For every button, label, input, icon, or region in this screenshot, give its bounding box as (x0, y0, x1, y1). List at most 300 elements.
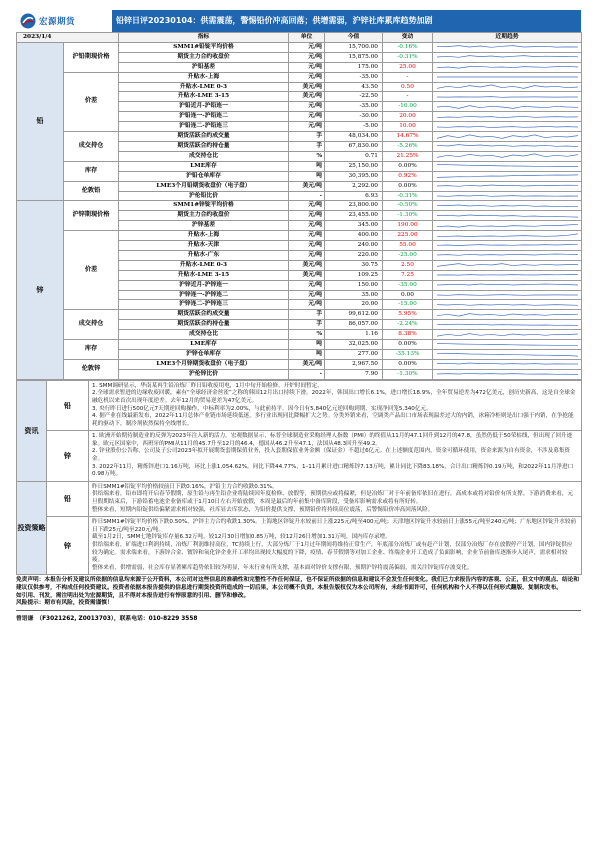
indicator-name: 沪锌仓单库存 (119, 350, 289, 360)
unit-cell: 元/吨 (289, 300, 325, 310)
trend-line (437, 56, 578, 58)
indicator-name: 沪铅近月-沪铅连一 (119, 102, 289, 112)
indicator-name: 升贴水-天津 (119, 241, 289, 251)
strategy-zinc-paragraph: 整体来看，供增需弱，社会库存显著累库趋势依旧较为明显，年末行业有所支撑，基本面对锌价支撑有限，预期沪锌将震荡偏弱，需关注锌锭库存波变化。 (92, 564, 473, 571)
sparkline-chart (433, 192, 582, 200)
unit-cell: 手 (289, 132, 325, 142)
change-cell: -0.16% (383, 42, 433, 52)
column-header-change: 变动 (383, 33, 433, 43)
trend-sparkline (433, 112, 582, 122)
sparkline-chart (433, 370, 582, 378)
trend-line (437, 284, 578, 285)
strategy-text-zinc (89, 517, 582, 575)
indicator-name: 沪铅仓单库存 (119, 171, 289, 181)
unit-cell: 元/吨 (289, 221, 325, 231)
news-table (16, 380, 582, 576)
news-metal-zinc: 锌 (47, 431, 89, 482)
sparkline-chart (433, 113, 582, 121)
table-row (17, 340, 582, 350)
indicator-name: 升贴水-上海 (119, 231, 289, 241)
table-row (17, 42, 582, 52)
indicator-name: 沪锌近月-沪锌连一 (119, 280, 289, 290)
news-row-lead (17, 380, 582, 431)
strategy-section-label: 投资策略 (17, 481, 47, 575)
indicator-name: 期货活跃合约持仓量 (119, 141, 289, 151)
trend-sparkline (433, 270, 582, 280)
trend-line (437, 215, 578, 217)
trend-sparkline (433, 62, 582, 72)
indicator-name: 升贴水-LME 0-3 (119, 260, 289, 270)
trend-sparkline (433, 231, 582, 241)
trend-line (437, 66, 578, 68)
news-lead-paragraph: 3. 央行昨日进行500亿元7天期逆回购操作，中标利率为2.00%，与此前持平。因今日有5,840亿元逆回购到期，实现净回笼5,340亿元。 (92, 405, 432, 412)
sparkline-chart (433, 152, 582, 160)
trend-sparkline (433, 211, 582, 221)
trend-sparkline (433, 260, 582, 270)
sparkline-chart (433, 241, 582, 249)
indicator-name: 沪铅连一-沪铅连二 (119, 112, 289, 122)
indicator-name: 沪伦铅比价 (119, 191, 289, 201)
trend-sparkline (433, 141, 582, 151)
sparkline-chart (433, 53, 582, 61)
value-cell: 109.25 (325, 270, 383, 280)
indicator-name: LME库存 (119, 340, 289, 350)
group-label: 库存 (64, 161, 119, 181)
sparkline-chart (433, 162, 582, 170)
change-cell: -0.50% (383, 201, 433, 211)
value-cell: -35.00 (325, 102, 383, 112)
strategy-lead-paragraph: 供给端来看，铅市即将开启春节假期，原生铅与再生铅企业将陆续因年度检修、放假等，预期供应或将偏紧，但是冶炼厂对于年前备库依旧在进行，高成本或将对铅价有所支撑。下游消费来看，元旦假期结束后，下游铅蓄电池企业备库或于1月10日左右开始放假，本周是最后的年前集中备库阶段，受备库影响需求或将有所好转。 (92, 491, 574, 506)
table-row (17, 310, 582, 320)
report-header (16, 10, 581, 32)
unit-cell: 元/吨 (289, 250, 325, 260)
strategy-metal-lead: 铅 (47, 481, 89, 516)
table-row (17, 231, 582, 241)
sparkline-chart (433, 202, 582, 210)
sparkline-chart (433, 331, 582, 339)
logo-icon (20, 13, 36, 29)
company-name: 宏源期货 (39, 17, 76, 27)
value-cell: 2,292.00 (325, 181, 383, 191)
sparkline-chart (433, 123, 582, 131)
trend-line (437, 96, 578, 97)
table-header-row (17, 33, 582, 43)
indicator-name: 沪锌连一-沪锌连二 (119, 290, 289, 300)
indicator-name: LME3个月铅期货收盘价（电子盘） (119, 181, 289, 191)
value-cell: 25,150.00 (325, 161, 383, 171)
sparkline-chart (433, 261, 582, 269)
indicator-name: 成交持仓比 (119, 330, 289, 340)
trend-line (437, 304, 578, 305)
value-cell: 277.00 (325, 350, 383, 360)
section-label: 铅 (17, 42, 64, 201)
group-label: 成交持仓 (64, 132, 119, 162)
value-cell: 7.90 (325, 369, 383, 379)
change-cell: 55.00 (383, 241, 433, 251)
unit-cell: 元/吨 (289, 62, 325, 72)
market-data-table (16, 32, 582, 380)
value-cell: -35.00 (325, 72, 383, 82)
table-row (17, 132, 582, 142)
trend-line (437, 134, 578, 138)
column-header-indicator: 指标 (119, 33, 289, 43)
trend-sparkline (433, 132, 582, 142)
indicator-name: 升贴水-LME 3-15 (119, 92, 289, 102)
trend-sparkline (433, 161, 582, 171)
trend-line (437, 205, 578, 207)
indicator-name: 沪锌基差 (119, 221, 289, 231)
unit-cell: 吨 (289, 350, 325, 360)
indicator-name: 升贴水-LME 0-3 (119, 82, 289, 92)
change-cell: -5.26% (383, 141, 433, 151)
indicator-name: 成交持仓比 (119, 151, 289, 161)
trend-line (437, 116, 578, 117)
unit-cell: 美元/吨 (289, 181, 325, 191)
table-row (17, 181, 582, 191)
trend-sparkline (433, 250, 582, 260)
trend-line (437, 374, 578, 375)
indicator-name: 期货活跃合约成交量 (119, 310, 289, 320)
table-row (17, 201, 582, 211)
value-cell: 43.50 (325, 82, 383, 92)
disclaimer (16, 577, 581, 608)
indicator-name: 升贴水-上海 (119, 72, 289, 82)
unit-cell: 手 (289, 141, 325, 151)
trend-line (437, 275, 578, 276)
sparkline-chart (433, 142, 582, 150)
news-lead-paragraph: 4. 据产业在线最新发布，2022年11月总体产业链市场延续低迷，多行业出现同比降幅扩大之势。分类外销来看，空调类产品出口市场表现温差过大的内销，冰箱冷柜则是出口强于内销，在争抢能耗的驱动下，制冷剂依然保持全线增长。 (92, 413, 574, 427)
sparkline-chart (433, 93, 582, 101)
trend-line (437, 85, 578, 89)
strategy-row-lead (17, 481, 582, 516)
value-cell: 99,612.00 (325, 310, 383, 320)
change-cell: - (383, 92, 433, 102)
trend-line (437, 264, 578, 267)
trend-sparkline (433, 102, 582, 112)
value-cell: 150.00 (325, 280, 383, 290)
unit-cell: 美元/吨 (289, 359, 325, 369)
indicator-name: 期货主力合约收盘价 (119, 211, 289, 221)
change-cell: -1.30% (383, 211, 433, 221)
sparkline-chart (433, 321, 582, 329)
change-cell: 0.92% (383, 171, 433, 181)
unit-cell: 元/吨 (289, 122, 325, 132)
value-cell: 30.75 (325, 260, 383, 270)
change-cell: -0.31% (383, 191, 433, 201)
sparkline-chart (433, 133, 582, 141)
trend-sparkline (433, 52, 582, 62)
unit-cell: 吨 (289, 161, 325, 171)
indicator-name: 沪锌连二-沪锌连三 (119, 300, 289, 310)
value-cell: 35.00 (325, 290, 383, 300)
table-row (17, 161, 582, 171)
value-cell: 1.16 (325, 330, 383, 340)
strategy-text-lead (89, 481, 582, 516)
group-label: 成交持仓 (64, 310, 119, 340)
trend-sparkline (433, 201, 582, 211)
trend-line (437, 354, 578, 357)
indicator-name: 升贴水-广东 (119, 250, 289, 260)
indicator-name: 沪伦锌比价 (119, 369, 289, 379)
unit-cell: 元/吨 (289, 102, 325, 112)
disclaimer-citation: 如引用、刊发，需注明出处为宏源期货，且不得对本报告进行有悖原意的引用、删节和修改。 (16, 592, 250, 599)
change-cell: 14.67% (383, 132, 433, 142)
change-cell: 225.00 (383, 231, 433, 241)
sparkline-chart (433, 291, 582, 299)
column-header-value: 今值 (325, 33, 383, 43)
change-cell: 0.00% (383, 340, 433, 350)
indicator-name: 期货主力合约收盘价 (119, 52, 289, 62)
trend-sparkline (433, 72, 582, 82)
news-metal-lead: 铅 (47, 380, 89, 431)
change-cell: -0.31% (383, 52, 433, 62)
sparkline-chart (433, 271, 582, 279)
trend-line (437, 145, 578, 147)
trend-sparkline (433, 181, 582, 191)
trend-sparkline (433, 82, 582, 92)
unit-cell: 元/吨 (289, 112, 325, 122)
strategy-lead-paragraph: 整体来看，短期内铅锭供给偏紧需求相对较强，社库显去库状态，为铅价提供支撑，预期铅价将持续高位震荡，后警惕铅价冲高回落风险。 (92, 506, 434, 513)
group-label: 伦敦锌 (64, 359, 119, 379)
value-cell: 220.00 (325, 250, 383, 260)
change-cell: 21.25% (383, 151, 433, 161)
unit-cell: 吨 (289, 171, 325, 181)
indicator-name: 沪铅基差 (119, 62, 289, 72)
unit-cell: 手 (289, 320, 325, 330)
value-cell: 20.00 (325, 300, 383, 310)
change-cell: 0.00% (383, 181, 433, 191)
value-cell: 67,830.00 (325, 141, 383, 151)
group-label: 价差 (64, 231, 119, 310)
unit-cell: 吨 (289, 340, 325, 350)
trend-line (437, 126, 578, 127)
unit-cell: 元/吨 (289, 201, 325, 211)
indicator-name: LME库存 (119, 161, 289, 171)
value-cell: 15,700.00 (325, 42, 383, 52)
trend-line (437, 175, 578, 178)
trend-sparkline (433, 340, 582, 350)
date-header: 2023/1/4 (17, 33, 119, 43)
indicator-name: LME3个月锌期货收盘价（电子盘） (119, 359, 289, 369)
sparkline-chart (433, 212, 582, 220)
strategy-row-zinc (17, 517, 582, 575)
trend-sparkline (433, 151, 582, 161)
trend-line (437, 363, 578, 364)
unit-cell: 美元/吨 (289, 82, 325, 92)
change-cell: -25.00 (383, 250, 433, 260)
change-cell: 7.25 (383, 270, 433, 280)
sparkline-chart (433, 360, 582, 368)
unit-cell: 元/吨 (289, 280, 325, 290)
news-text-lead (89, 380, 582, 431)
indicator-name: SMM1#铅锭平均价格 (119, 42, 289, 52)
news-zinc-paragraph: 2. 锌业股份公告称，公司及子公司2023年拟开展期货套期保值业务，投入套期保值业务金额（保证金）不超过6亿元。在上述额度范围内，资金可循环使用，资金来源为自有资金，不涉及募集资金。 (92, 448, 571, 463)
unit-cell: 元/吨 (289, 290, 325, 300)
change-cell: 0.50 (383, 82, 433, 92)
report-title: 铅锌日评20230104：供需震荡，警惕铅价冲高回落；供增需弱，沪锌社库累库趋势加剧 (116, 16, 433, 25)
unit-cell: 美元/吨 (289, 270, 325, 280)
trend-line (437, 343, 578, 345)
trend-line (437, 324, 578, 325)
change-cell: 0.00% (383, 161, 433, 171)
trend-sparkline (433, 350, 582, 360)
change-cell: 2.50 (383, 260, 433, 270)
value-cell: 32,025.00 (325, 340, 383, 350)
indicator-name: 期货活跃合约持仓量 (119, 320, 289, 330)
trend-sparkline (433, 241, 582, 251)
unit-cell: 元/吨 (289, 231, 325, 241)
news-zinc-paragraph: 3. 2022年11月，精炼锌进口1.16万吨，环比上涨1,054.62%，同比下降44.77%，1–11月累计进口精炼锌7.13万吨，累计同比下降83.18%，合计出口精炼锌0.19万吨，和2022年11月净进口0.98万吨。 (92, 463, 574, 478)
trend-line (437, 185, 578, 186)
unit-cell: 美元/吨 (289, 92, 325, 102)
trend-sparkline (433, 290, 582, 300)
strategy-lead-paragraph: 昨日SMM1#铅锭平均价格较前日下跌0.16%，沪铅主力合约收跌0.31%。 (92, 483, 278, 490)
value-cell: 30,395.00 (325, 171, 383, 181)
change-cell: -10.00 (383, 102, 433, 112)
change-cell: 0.00 (383, 290, 433, 300)
trend-line (437, 313, 578, 316)
report-page (16, 10, 581, 622)
trend-line (437, 105, 578, 108)
trend-sparkline (433, 300, 582, 310)
trend-line (437, 245, 578, 246)
section-label: 锌 (17, 201, 64, 379)
value-cell: 86,057.00 (325, 320, 383, 330)
change-cell: 8.38% (383, 330, 433, 340)
unit-cell: - (289, 191, 325, 201)
trend-line (437, 233, 578, 236)
sparkline-chart (433, 301, 582, 309)
company-logo (16, 10, 112, 32)
group-label: 价差 (64, 72, 119, 131)
unit-cell: % (289, 330, 325, 340)
change-cell: -15.00 (383, 300, 433, 310)
strategy-zinc-paragraph: 供给端来看，矿端进口利润持续，冶炼厂利润维持高位，TC持续上行，大部分炼厂于1月过年期间将维持正常生产，年底部分冶炼厂或有赶产计划，仅部分冶炼厂存在放假停产计划，国内锌锭供应较为确定。需求端来看，下游锌合金、镀锌和氧化锌企业开工率均出现较大幅度的下降，疫情、春节假期等对加工企业、终端企业开工造成了负面影响，企业节前备库逐渐步入尾声，需求相对较疲。 (92, 542, 573, 564)
value-cell: 23,455.00 (325, 211, 383, 221)
trend-sparkline (433, 171, 582, 181)
trend-sparkline (433, 221, 582, 231)
sparkline-chart (433, 311, 582, 319)
trend-sparkline (433, 191, 582, 201)
trend-line (437, 46, 578, 48)
unit-cell: 元/吨 (289, 42, 325, 52)
trend-line (437, 295, 578, 296)
news-text-zinc (89, 431, 582, 482)
change-cell: -35.00 (383, 280, 433, 290)
unit-cell: 手 (289, 310, 325, 320)
group-label: 沪锌期现价格 (64, 201, 119, 231)
change-cell: 10.00 (383, 122, 433, 132)
sparkline-chart (433, 281, 582, 289)
trend-sparkline (433, 369, 582, 379)
column-header-unit: 单位 (289, 33, 325, 43)
news-section-label: 资讯 (17, 380, 47, 481)
sparkline-chart (433, 222, 582, 230)
value-cell: 240.00 (325, 241, 383, 251)
trend-line (437, 165, 578, 167)
strategy-zinc-paragraph: 昨日SMM1#锌锭平均价格下跌0.50%，沪锌主力合约收跌1.30%。上海地区锌锭升水较前日上涨225元/吨至400元/吨；天津地区锌锭升水较前日上涨55元/吨至240元/吨；广东地区锌锭升水较前日下跌25元/吨至220元/吨。 (92, 519, 577, 533)
trend-line (437, 154, 578, 158)
news-lead-paragraph: 2.全球需求暂进的边缘收废回暖，素有“全球经济金丝雀”之称的韩国12月出口持续下滑。2022年，韩国出口增长6.1%，进口增长18.9%，全年贸易逆差为472亿美元，创历史新高，这是自全球金融危机以来首次出现年度逆差。去年12月的贸易逆差为47亿美元。 (92, 390, 576, 404)
unit-cell: 美元/吨 (289, 260, 325, 270)
sparkline-chart (433, 350, 582, 358)
indicator-name: 沪铅连二-沪铅连三 (119, 122, 289, 132)
unit-cell: 元/吨 (289, 241, 325, 251)
indicator-name: SMM1#锌锭平均价格 (119, 201, 289, 211)
change-cell: 5.95% (383, 310, 433, 320)
group-label: 库存 (64, 340, 119, 360)
value-cell: 0.71 (325, 151, 383, 161)
change-cell: -1.30% (383, 369, 433, 379)
unit-cell: 元/吨 (289, 52, 325, 62)
sparkline-chart (433, 63, 582, 71)
value-cell: 2,967.50 (325, 359, 383, 369)
analyst-contact: 曾语谦 （F3021262, Z0013703），联系电话：010-8229 3558 (16, 610, 581, 622)
value-cell: 15,875.00 (325, 52, 383, 62)
unit-cell: 元/吨 (289, 72, 325, 82)
sparkline-chart (433, 83, 582, 91)
trend-sparkline (433, 280, 582, 290)
trend-sparkline (433, 42, 582, 52)
trend-sparkline (433, 122, 582, 132)
value-cell: -5.00 (325, 122, 383, 132)
trend-sparkline (433, 320, 582, 330)
value-cell: -22.50 (325, 92, 383, 102)
change-cell: 190.00 (383, 221, 433, 231)
sparkline-chart (433, 182, 582, 190)
news-row-zinc (17, 431, 582, 482)
value-cell: 345.00 (325, 221, 383, 231)
news-zinc-paragraph: 1. 欧洲开始期待制造业的反弹为2023年注入新的活力。宏观数据显示，标普全球制造业采购经理人指数（PMI）的终值从11月的47.1回升到12月的47.8，虽然仍低于50荣枯线，但出现了回升迹象。欧元区国家中，西班牙的PMI从11月的45.7升至12月的46.4，德国从46.2升至47.1，法国从48.3回升至49.2。 (92, 433, 573, 447)
table-row (17, 72, 582, 82)
disclaimer-text: 免责声明：本报告分析及建议所依据的信息均来源于公开资料，本公司对这些信息的准确性和完整性不作任何保证，也不保证所依据的信息和建议不会发生任何变化。我们已力求报告内容的客观、公正，但文中的观点、结论和建议仅供参考，不构成任何投资建议。投资者依据本报告提供的信息进行期货投资所造成的一切后果，本公司概不负责。本报告版权仅为本公司所有，未经书面许可，任何机构和个人不得以任何形式翻版、复制和发布。 (16, 577, 580, 592)
value-cell: -30.00 (325, 112, 383, 122)
trend-line (437, 254, 578, 255)
unit-cell: % (289, 151, 325, 161)
trend-line (437, 333, 578, 336)
strategy-metal-zinc: 锌 (47, 517, 89, 575)
strategy-zinc-paragraph: 截至1月2日，SMM七地锌锭库存量6.32万吨，较12月30日增加0.85万吨，较12月26日增加1.31万吨，国内库存录增。 (92, 534, 391, 541)
trend-sparkline (433, 359, 582, 369)
unit-cell: - (289, 369, 325, 379)
change-cell: -2.24% (383, 320, 433, 330)
group-label: 沪铅期现价格 (64, 42, 119, 72)
value-cell: 175.00 (325, 62, 383, 72)
table-row (17, 359, 582, 369)
trend-line (437, 224, 578, 227)
sparkline-chart (433, 73, 582, 81)
indicator-name: 期货活跃合约成交量 (119, 132, 289, 142)
trend-sparkline (433, 310, 582, 320)
sparkline-chart (433, 43, 582, 51)
unit-cell: 元/吨 (289, 211, 325, 221)
trend-sparkline (433, 330, 582, 340)
group-label: 伦敦铅 (64, 181, 119, 201)
change-cell: 0.00% (383, 359, 433, 369)
indicator-name: 升贴水-LME 3-15 (119, 270, 289, 280)
sparkline-chart (433, 172, 582, 180)
value-cell: 48,034.00 (325, 132, 383, 142)
sparkline-chart (433, 232, 582, 240)
value-cell: 400.00 (325, 231, 383, 241)
change-cell: -35.13% (383, 350, 433, 360)
value-cell: 23,800.00 (325, 201, 383, 211)
value-cell: 6.93 (325, 191, 383, 201)
sparkline-chart (433, 341, 582, 349)
trend-sparkline (433, 92, 582, 102)
sparkline-chart (433, 103, 582, 111)
change-cell: - (383, 72, 433, 82)
